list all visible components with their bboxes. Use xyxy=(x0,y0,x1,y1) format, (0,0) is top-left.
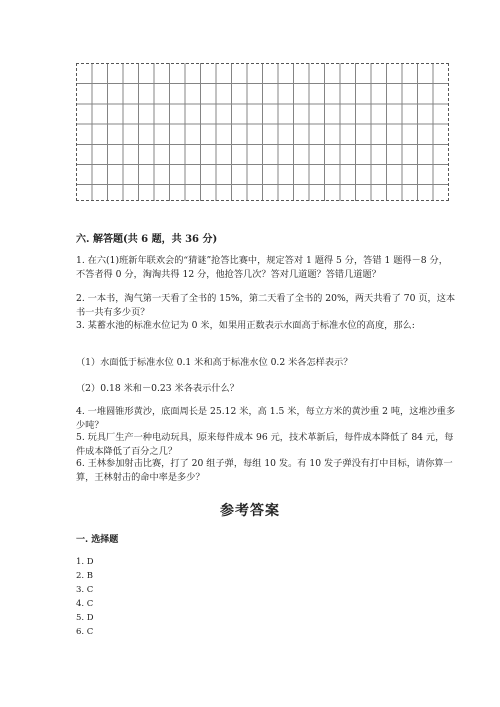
answers-title: 参考答案 xyxy=(220,503,280,519)
question-3-part-2: （2）0.18 米和－0.23 米各表示什么？ xyxy=(76,383,239,394)
answer-item: 4. C xyxy=(76,599,94,609)
question-1: 1. 在六(1)班新年联欢会的“猜谜”抢答比赛中，规定答对 1 题得 5 分，答错 1 题得－8 分，不答者得 0 分，淘淘共得 12 分，他抢答几次？答对几道题？答错几道题？ xyxy=(76,255,448,280)
answer-item: 3. C xyxy=(76,585,94,595)
answer-item: 2. B xyxy=(76,571,94,581)
question-3: 3. 某蓄水池的标准水位记为 0 米，如果用正数表示水面高于标准水位的高度，那么: xyxy=(76,320,415,331)
answer-list xyxy=(76,555,94,639)
answer-item: 5. D xyxy=(76,613,94,623)
writing-grid xyxy=(76,63,449,201)
answers-subtitle: 一. 选择题 xyxy=(76,535,119,545)
section-title: 六. 解答题(共 6 题，共 36 分) xyxy=(76,234,218,245)
question-6: 6. 王林参加射击比赛，打了 20 组子弹，每组 10 发。有 10 发子弹没有打中目标，请你算一算，王林射击的命中率是多少？ xyxy=(76,458,453,483)
question-2: 2. 一本书，淘气第一天看了全书的 15%，第二天看了全书的 20%，两天共看了 70 页，这本书一共有多少页？ xyxy=(76,293,456,318)
answer-item: 6. C xyxy=(76,627,94,637)
answer-item: 1. D xyxy=(76,557,94,567)
question-4: 4. 一堆圆锥形黄沙，底面周长是 25.12 米，高 1.5 米，每立方米的黄沙重 2 吨，这堆沙重多少吨？ xyxy=(76,406,456,431)
question-5: 5. 玩具厂生产一种电动玩具，原来每件成本 96 元，技术革新后，每件成本降低了 84 元，每件成本降低了百分之几？ xyxy=(76,432,454,457)
question-3-part-1: （1）水面低于标准水位 0.1 米和高于标准水位 0.2 米各怎样表示？ xyxy=(76,357,353,368)
